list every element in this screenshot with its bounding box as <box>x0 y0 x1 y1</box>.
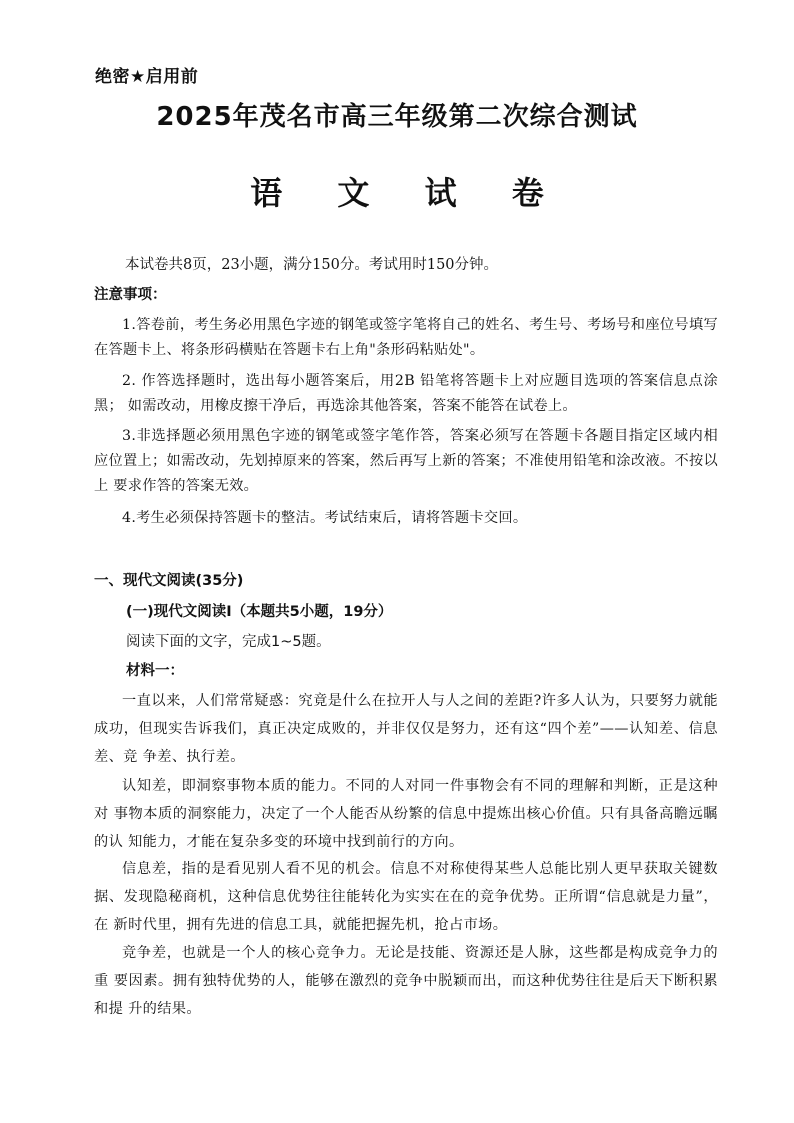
section-heading: 一、现代文阅读(35分) <box>94 573 244 589</box>
material-label: 材料一： <box>126 663 184 679</box>
material-paragraph: 信息差，指的是看见别人看不见的机会。信息不对称使得某些人总能比别人更早获取关键数 据、发现隐秘商机，这种信息优势往往能转化为实实在在的竞争优势。正所谓“信息就是力量”，在 新时代里，拥有先进的信息工具，就能把握先机，抢占市场。 <box>94 861 718 933</box>
notice-item: 4.考生必须保持答题卡的整洁。考试结束后，请将答题卡交回。 <box>122 510 528 526</box>
notice-item: 3.非选择题必须用黑色字迹的钢笔或签字笔作答，答案必须写在答题卡各题目指定区域内相 应位置上；如需改动，先划掉原来的答案，然后再写上新的答案；不准使用铅笔和涂改液。不按以上 要求作答的答案无效。 <box>94 428 718 494</box>
reading-instruction: 阅读下面的文字，完成1~5题。 <box>126 634 331 650</box>
notice-item: 1.答卷前，考生务必用黑色字迹的钢笔或签字笔将自己的姓名、考生号、考场号和座位号填写 在答题卡上、将条形码横贴在答题卡右上角"条形码粘贴处"。 <box>94 317 718 358</box>
exam-title: 2025年茂名市高三年级第二次综合测试 <box>156 102 638 132</box>
confidential-label: 绝密★启用前 <box>95 67 199 87</box>
material-paragraph: 竞争差，也就是一个人的核心竞争力。无论是技能、资源还是人脉，这些都是构成竞争力的重 要因素。拥有独特优势的人，能够在激烈的竞争中脱颖而出，而这种优势往往是后天下断积累和提 升的结果。 <box>94 945 718 1017</box>
subsection-heading: (一)现代文阅读I（本题共5小题，19分） <box>126 604 393 620</box>
notices-heading: 注意事项： <box>94 287 167 303</box>
material-paragraph: 认知差，即洞察事物本质的能力。不同的人对同一件事物会有不同的理解和判断，正是这种对 事物本质的洞察能力，决定了一个人能否从纷繁的信息中提炼出核心价值。只有具备高瞻远瞩的认 知能力，才能在复杂多变的环境中找到前行的方向。 <box>94 778 718 850</box>
notice-item: 2. 作答选择题时，选出每小题答案后，用2B 铅笔将答题卡上对应题目选项的答案信息点涂黑； 如需改动，用橡皮擦干净后，再选涂其他答案，答案不能答在试卷上。 <box>94 373 718 414</box>
subject-title: 语 文 试 卷 <box>250 174 566 212</box>
exam-intro: 本试卷共8页，23小题，满分150分。考试用时150分钟。 <box>125 257 499 273</box>
material-paragraph: 一直以来，人们常常疑惑：究竟是什么在拉开人与人之间的差距?许多人认为，只要努力就能 成功，但现实告诉我们，真正决定成败的，并非仅仅是努力，还有这“四个差”——认知差、信息差、竞 争差、执行差。 <box>94 693 718 765</box>
